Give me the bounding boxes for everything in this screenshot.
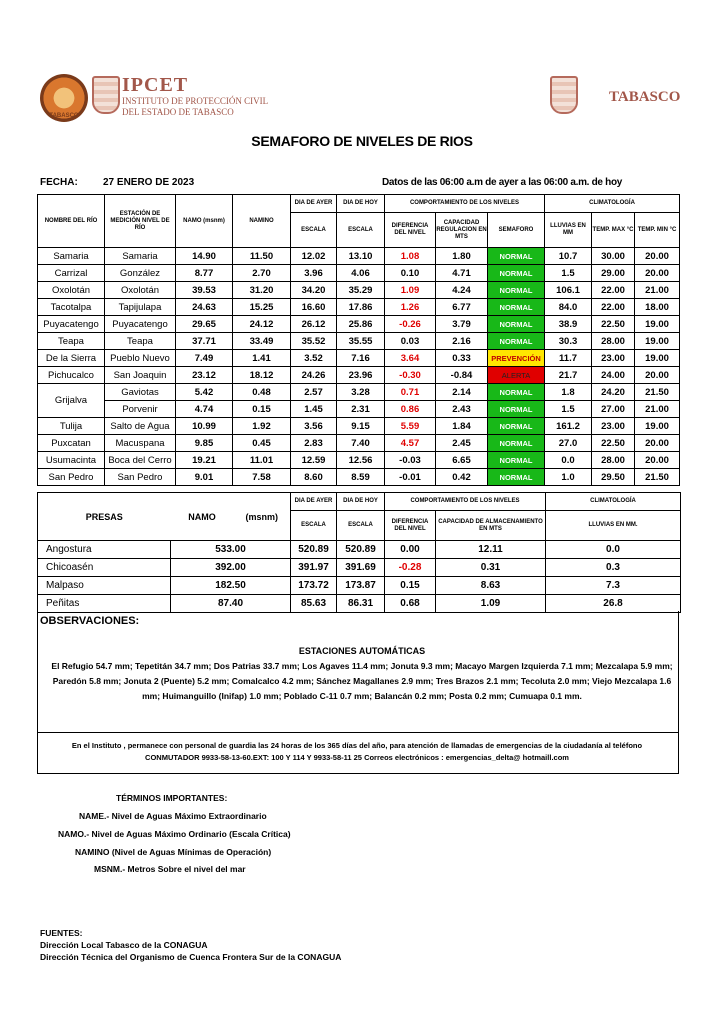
- cell-sem: NORMAL: [488, 299, 545, 316]
- cell-estacion: González: [105, 265, 176, 282]
- cell-dif: -0.01: [385, 469, 436, 486]
- cell-rio: Puxcatan: [38, 435, 105, 452]
- cell-sem: ALERTA: [488, 367, 545, 384]
- table-row: [38, 282, 680, 299]
- cell-hoy: 9.15: [337, 418, 385, 435]
- cell-dif: -0.26: [385, 316, 436, 333]
- cell-cap: 4.71: [436, 265, 488, 282]
- table-row: [38, 248, 680, 265]
- header-namo: NAMO (msnm): [176, 195, 233, 248]
- cell-hoy: 13.10: [337, 248, 385, 265]
- cell-namo: 9.01: [176, 469, 233, 486]
- cell-namo: 87.40: [171, 595, 291, 613]
- tabasco-shield-icon: [550, 76, 578, 114]
- cell-namino: 2.70: [233, 265, 291, 282]
- cell-lluvia: 38.9: [545, 316, 592, 333]
- cell-dif: 0.71: [385, 384, 436, 401]
- cell-tmax: 22.00: [592, 299, 635, 316]
- cell-tmax: 22.50: [592, 435, 635, 452]
- cell-hoy: 7.40: [337, 435, 385, 452]
- termino-name: NAME.- Nivel de Aguas Máximo Extraordinario: [79, 811, 267, 821]
- header-climatologia: CLIMATOLOGÍA: [545, 195, 680, 213]
- fecha-label: FECHA:: [40, 177, 78, 188]
- cell-lluvia: 27.0: [545, 435, 592, 452]
- org-subtitle-line-1: INSTITUTO DE PROTECCIÓN CIVIL: [122, 96, 269, 106]
- cell-sem: NORMAL: [488, 384, 545, 401]
- cell-tmax: 30.00: [592, 248, 635, 265]
- header-presas-escala-ayer: ESCALA: [291, 511, 337, 541]
- cell-sem: NORMAL: [488, 469, 545, 486]
- table-row: [38, 299, 680, 316]
- cell-rio: Pichucalco: [38, 367, 105, 384]
- cell-cap: 2.16: [436, 333, 488, 350]
- cell-namino: 24.12: [233, 316, 291, 333]
- seal-caption: TABASCO: [49, 113, 79, 119]
- cell-hoy: 23.96: [337, 367, 385, 384]
- cell-cap: 3.79: [436, 316, 488, 333]
- header-presas-diferencia: DIFERENCIA DEL NIVEL: [385, 511, 436, 541]
- cell-estacion: Pueblo Nuevo: [105, 350, 176, 367]
- cell-hoy: 2.31: [337, 401, 385, 418]
- cell-ayer: 520.89: [291, 541, 337, 559]
- cell-namo: 182.50: [171, 577, 291, 595]
- cell-lluvia: 0.3: [546, 559, 681, 577]
- cell-sem: NORMAL: [488, 316, 545, 333]
- cell-cap: 12.11: [436, 541, 546, 559]
- cell-hoy: 7.16: [337, 350, 385, 367]
- cell-dif: -0.30: [385, 367, 436, 384]
- header-capacidad: CAPACIDAD REGULACION EN MTS: [436, 213, 488, 248]
- cell-tmin: 20.00: [635, 248, 680, 265]
- cell-cap: 2.14: [436, 384, 488, 401]
- instituto-text: [40, 740, 674, 764]
- cell-tmin: 21.50: [635, 384, 680, 401]
- header-temp-max: TEMP. MAX °C: [592, 213, 635, 248]
- cell-namo: 37.71: [176, 333, 233, 350]
- rivers-table: [37, 194, 680, 486]
- cell-sem: NORMAL: [488, 333, 545, 350]
- cell-rio: Puyacatengo: [38, 316, 105, 333]
- header-semaforo: SEMAFORO: [488, 213, 545, 248]
- header-presas-dia-hoy: DIA DE HOY: [337, 493, 385, 511]
- cell-rio: Usumacinta: [38, 452, 105, 469]
- cell-tmax: 27.00: [592, 401, 635, 418]
- cell-sem: NORMAL: [488, 248, 545, 265]
- cell-namino: 1.41: [233, 350, 291, 367]
- cell-estacion: San Pedro: [105, 469, 176, 486]
- cell-cap: 2.43: [436, 401, 488, 418]
- cell-dif: 0.15: [385, 577, 436, 595]
- header-dia-ayer: DIA DE AYER: [291, 195, 337, 213]
- cell-sem: PREVENCIÓN: [488, 350, 545, 367]
- cell-lluvia: 7.3: [546, 577, 681, 595]
- termino-namo: NAMO.- Nivel de Aguas Máximo Ordinario (Escala Crítica): [58, 829, 291, 839]
- estaciones-text: El Refugio 54.7 mm; Tepetitán 34.7 mm; Dos Patrias 33.7 mm; Los Agaves 11.4 mm; Jonuta 9.3 mm; Macayo Margen Izquierda 7.1 mm; Mezcalapa 5.9 mm; Paredón 5.8 mm; Jonuta 2 (Puente) 5.2 mm; Comalcalco 4.2 mm; Sánchez Magallanes 2.9 mm; Tres Brazos 2.1 mm; Tecoluta 2.0 mm; Viejo Mezcalapa 1.6 mm; Huimanguillo (Inifap) 1.0 mm; Poblado C-11 0.7 mm; Balancán 0.2 mm; Posta 0.2 mm; Cumuapa 0.1 mm.: [51, 661, 673, 701]
- cell-tmax: 23.00: [592, 418, 635, 435]
- cell-estacion: Salto de Agua: [105, 418, 176, 435]
- cell-lluvia: 26.8: [546, 595, 681, 613]
- cell-dif: 1.09: [385, 282, 436, 299]
- cell-tmin: 20.00: [635, 265, 680, 282]
- termino-namino: NAMINO (Nivel de Aguas Mínimas de Operación): [75, 847, 272, 857]
- header-presas-comportamiento: COMPORTAMIENTO DE LOS NIVELES: [385, 493, 546, 511]
- cell-ayer: 2.83: [291, 435, 337, 452]
- cell-lluvia: 1.5: [545, 401, 592, 418]
- cell-dif: 0.03: [385, 333, 436, 350]
- cell-dif: 4.57: [385, 435, 436, 452]
- cell-dif: 0.10: [385, 265, 436, 282]
- table-row: [38, 316, 680, 333]
- cell-cap: 0.31: [436, 559, 546, 577]
- cell-namo: 5.42: [176, 384, 233, 401]
- cell-ayer: 3.52: [291, 350, 337, 367]
- fuentes-line-2: Dirección Técnica del Organismo de Cuenca Frontera Sur de la CONAGUA: [40, 952, 342, 962]
- cell-estacion: Gaviotas: [105, 384, 176, 401]
- cell-estacion: San Joaquin: [105, 367, 176, 384]
- table-row: [38, 595, 681, 613]
- cell-dif: 1.26: [385, 299, 436, 316]
- state-label: TABASCO: [609, 89, 681, 105]
- cell-namino: 0.48: [233, 384, 291, 401]
- cell-tmax: 24.20: [592, 384, 635, 401]
- header-escala-hoy: ESCALA: [337, 213, 385, 248]
- cell-tmin: 21.00: [635, 401, 680, 418]
- cell-tmin: 19.00: [635, 316, 680, 333]
- instituto-line-2: CONMUTADOR 9933-58-13-60.EXT: 100 Y 114 Y 9933-58-11 25 Correos electrónicos : emergencias_delta@ hotmaill.com: [145, 753, 569, 762]
- cell-namo: 533.00: [171, 541, 291, 559]
- table-row: [38, 333, 680, 350]
- cell-cap: 6.65: [436, 452, 488, 469]
- cell-hoy: 3.28: [337, 384, 385, 401]
- cell-namo: 8.77: [176, 265, 233, 282]
- cell-cap: 4.24: [436, 282, 488, 299]
- cell-tmin: 20.00: [635, 452, 680, 469]
- cell-tmin: 20.00: [635, 367, 680, 384]
- observaciones-title: OBSERVACIONES:: [40, 615, 140, 627]
- header-estacion: ESTACIÓN DE MEDICIÓN NIVEL DE RÍO: [105, 195, 176, 248]
- table-row: [38, 418, 680, 435]
- fuentes: [40, 927, 341, 963]
- cell-namino: 7.58: [233, 469, 291, 486]
- header-presas-namo: NAMO: [171, 493, 234, 541]
- cell-namino: 15.25: [233, 299, 291, 316]
- cell-ayer: 35.52: [291, 333, 337, 350]
- ipcet-shield-icon: [92, 76, 120, 114]
- cell-ayer: 8.60: [291, 469, 337, 486]
- header-presas-msnm: (msnm): [234, 493, 291, 541]
- fuentes-line-1: Dirección Local Tabasco de la CONAGUA: [40, 940, 208, 950]
- cell-ayer: 34.20: [291, 282, 337, 299]
- cell-sem: NORMAL: [488, 435, 545, 452]
- cell-ayer: 391.97: [291, 559, 337, 577]
- cell-namo: 24.63: [176, 299, 233, 316]
- termino-msnm: MSNM.- Metros Sobre el nivel del mar: [94, 864, 246, 874]
- cell-hoy: 35.55: [337, 333, 385, 350]
- cell-namo: 10.99: [176, 418, 233, 435]
- cell-hoy: 4.06: [337, 265, 385, 282]
- cell-tmin: 19.00: [635, 418, 680, 435]
- cell-hoy: 520.89: [337, 541, 385, 559]
- cell-namo: 9.85: [176, 435, 233, 452]
- cell-ayer: 173.72: [291, 577, 337, 595]
- cell-lluvia: 1.5: [545, 265, 592, 282]
- cell-tmin: 21.50: [635, 469, 680, 486]
- cell-lluvia: 0.0: [545, 452, 592, 469]
- cell-namino: 11.01: [233, 452, 291, 469]
- table-row: [38, 577, 681, 595]
- cell-tmax: 23.00: [592, 350, 635, 367]
- cell-estacion: Porvenir: [105, 401, 176, 418]
- cell-tmax: 22.00: [592, 282, 635, 299]
- cell-tmax: 28.00: [592, 452, 635, 469]
- header-lluvias: LLUVIAS EN MM: [545, 213, 592, 248]
- cell-tmin: 19.00: [635, 350, 680, 367]
- cell-dif: 0.86: [385, 401, 436, 418]
- cell-hoy: 173.87: [337, 577, 385, 595]
- header-diferencia: DIFERENCIA DEL NIVEL: [385, 213, 436, 248]
- cell-tmin: 20.00: [635, 435, 680, 452]
- cell-rio: San Pedro: [38, 469, 105, 486]
- cell-rio: Samaria: [38, 248, 105, 265]
- cell-namino: 33.49: [233, 333, 291, 350]
- cell-cap: 1.09: [436, 595, 546, 613]
- cell-estacion: Tapijulapa: [105, 299, 176, 316]
- cell-lluvia: 1.0: [545, 469, 592, 486]
- cell-hoy: 35.29: [337, 282, 385, 299]
- cell-hoy: 391.69: [337, 559, 385, 577]
- table-row: [38, 401, 680, 418]
- cell-tmax: 29.00: [592, 265, 635, 282]
- header-dia-hoy: DIA DE HOY: [337, 195, 385, 213]
- cell-estacion: Macuspana: [105, 435, 176, 452]
- cell-namino: 31.20: [233, 282, 291, 299]
- cell-lluvia: 11.7: [545, 350, 592, 367]
- cell-cap: 1.84: [436, 418, 488, 435]
- cell-sem: NORMAL: [488, 401, 545, 418]
- cell-ayer: 26.12: [291, 316, 337, 333]
- cell-ayer: 12.59: [291, 452, 337, 469]
- header-temp-min: TEMP. MIN °C: [635, 213, 680, 248]
- table-row: [38, 541, 681, 559]
- header-escala-ayer: ESCALA: [291, 213, 337, 248]
- header-presas-lluvias: LLUVIAS EN MM.: [546, 511, 681, 541]
- cell-ayer: 85.63: [291, 595, 337, 613]
- cell-sem: NORMAL: [488, 282, 545, 299]
- cell-dif: 0.68: [385, 595, 436, 613]
- cell-estacion: Samaria: [105, 248, 176, 265]
- table-row: [38, 265, 680, 282]
- cell-tmax: 28.00: [592, 333, 635, 350]
- cell-lluvia: 161.2: [545, 418, 592, 435]
- cell-namo: 39.53: [176, 282, 233, 299]
- cell-cap: 0.42: [436, 469, 488, 486]
- table-row: [38, 435, 680, 452]
- cell-estacion: Oxolotán: [105, 282, 176, 299]
- org-subtitle: [122, 96, 268, 118]
- cell-ayer: 24.26: [291, 367, 337, 384]
- table-row: [38, 452, 680, 469]
- cell-rio: Carrizal: [38, 265, 105, 282]
- page-title: SEMAFORO DE NIVELES DE RIOS: [251, 133, 473, 149]
- cell-namo: 29.65: [176, 316, 233, 333]
- cell-namino: 0.15: [233, 401, 291, 418]
- cell-estacion: Boca del Cerro: [105, 452, 176, 469]
- cell-rio: Grijalva: [38, 384, 105, 418]
- cell-ayer: 3.56: [291, 418, 337, 435]
- cell-sem: NORMAL: [488, 418, 545, 435]
- cell-namino: 18.12: [233, 367, 291, 384]
- cell-lluvia: 0.0: [546, 541, 681, 559]
- cell-hoy: 25.86: [337, 316, 385, 333]
- cell-namo: 14.90: [176, 248, 233, 265]
- cell-rio: Oxolotán: [38, 282, 105, 299]
- cell-rio: Tulija: [38, 418, 105, 435]
- cell-dif: 0.00: [385, 541, 436, 559]
- cell-hoy: 8.59: [337, 469, 385, 486]
- cell-tmax: 29.50: [592, 469, 635, 486]
- cell-hoy: 12.56: [337, 452, 385, 469]
- org-title: IPCET: [122, 74, 189, 96]
- cell-dif: -0.03: [385, 452, 436, 469]
- header-namino: NAMINO: [233, 195, 291, 248]
- cell-namo: 23.12: [176, 367, 233, 384]
- cell-dif: 3.64: [385, 350, 436, 367]
- header-presas: PRESAS: [38, 493, 171, 541]
- cell-rio: Teapa: [38, 333, 105, 350]
- table-row: [38, 367, 680, 384]
- cell-ayer: 16.60: [291, 299, 337, 316]
- cell-cap: 1.80: [436, 248, 488, 265]
- cell-cap: -0.84: [436, 367, 488, 384]
- org-subtitle-line-2: DEL ESTADO DE TABASCO: [122, 107, 234, 117]
- cell-presa: Angostura: [38, 541, 171, 559]
- header-nombre: NOMBRE DEL RÍO: [38, 195, 105, 248]
- cell-dif: -0.28: [385, 559, 436, 577]
- table-row: [38, 384, 680, 401]
- cell-tmax: 24.00: [592, 367, 635, 384]
- table-row: [38, 469, 680, 486]
- cell-tmin: 21.00: [635, 282, 680, 299]
- cell-ayer: 3.96: [291, 265, 337, 282]
- cell-namo: 7.49: [176, 350, 233, 367]
- cell-ayer: 2.57: [291, 384, 337, 401]
- cell-cap: 0.33: [436, 350, 488, 367]
- cell-tmin: 19.00: [635, 333, 680, 350]
- header-presas-capacidad: CAPACIDAD DE ALMACENAMIENTO EN MTS: [436, 511, 546, 541]
- cell-sem: NORMAL: [488, 452, 545, 469]
- cell-cap: 6.77: [436, 299, 488, 316]
- cell-cap: 2.45: [436, 435, 488, 452]
- cell-presa: Peñitas: [38, 595, 171, 613]
- cell-lluvia: 21.7: [545, 367, 592, 384]
- cell-dif: 5.59: [385, 418, 436, 435]
- cell-lluvia: 84.0: [545, 299, 592, 316]
- cell-lluvia: 1.8: [545, 384, 592, 401]
- cell-hoy: 17.86: [337, 299, 385, 316]
- cell-namino: 1.92: [233, 418, 291, 435]
- instituto-line-1: En el Instituto , permanece con personal de guardia las 24 horas de los 365 días del año, para atención de llamadas de emergencias de la ciudadanía al teléfono: [71, 741, 643, 750]
- cell-tmin: 18.00: [635, 299, 680, 316]
- cell-tmax: 22.50: [592, 316, 635, 333]
- header-presas-dia-ayer: DIA DE AYER: [291, 493, 337, 511]
- table-row: [38, 350, 680, 367]
- table-row: [38, 559, 681, 577]
- cell-lluvia: 106.1: [545, 282, 592, 299]
- cell-dif: 1.08: [385, 248, 436, 265]
- cell-ayer: 12.02: [291, 248, 337, 265]
- fecha-value: 27 ENERO DE 2023: [103, 177, 195, 188]
- cell-namino: 0.45: [233, 435, 291, 452]
- cell-estacion: Puyacatengo: [105, 316, 176, 333]
- cell-lluvia: 30.3: [545, 333, 592, 350]
- cell-namo: 19.21: [176, 452, 233, 469]
- cell-estacion: Teapa: [105, 333, 176, 350]
- data-period: Datos de las 06:00 a.m de ayer a las 06:00 a.m. de hoy: [382, 177, 623, 188]
- cell-lluvia: 10.7: [545, 248, 592, 265]
- cell-rio: Tacotalpa: [38, 299, 105, 316]
- cell-rio: De la Sierra: [38, 350, 105, 367]
- terminos-title: TÉRMINOS IMPORTANTES:: [116, 793, 228, 803]
- fuentes-title: FUENTES:: [40, 928, 83, 938]
- cell-cap: 8.63: [436, 577, 546, 595]
- cell-hoy: 86.31: [337, 595, 385, 613]
- cell-sem: NORMAL: [488, 265, 545, 282]
- cell-namino: 11.50: [233, 248, 291, 265]
- cell-namo: 4.74: [176, 401, 233, 418]
- cell-presa: Malpaso: [38, 577, 171, 595]
- header-presas-climatologia: CLIMATOLOGÍA: [546, 493, 681, 511]
- header-comportamiento: COMPORTAMIENTO DE LOS NIVELES: [385, 195, 545, 213]
- cell-presa: Chicoasén: [38, 559, 171, 577]
- dams-table: [37, 492, 681, 613]
- header-presas-escala-hoy: ESCALA: [337, 511, 385, 541]
- cell-namo: 392.00: [171, 559, 291, 577]
- estaciones-title: ESTACIONES AUTOMÁTICAS: [298, 646, 426, 656]
- cell-ayer: 1.45: [291, 401, 337, 418]
